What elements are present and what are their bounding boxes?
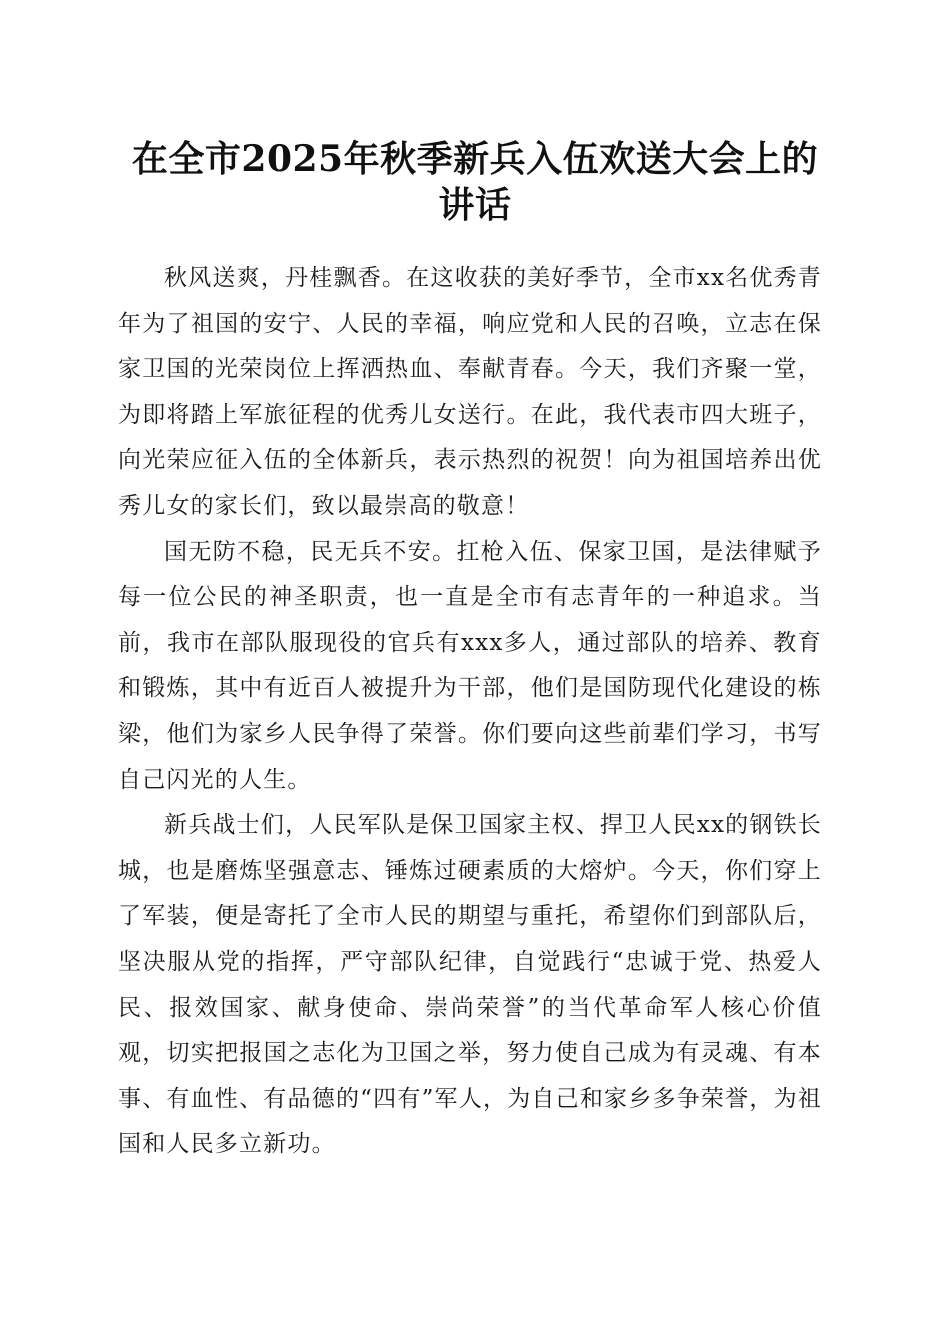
paragraph-1: 秋风送爽，丹桂飘香。在这收获的美好季节，全市xx名优秀青年为了祖国的安宁、人民的幸福，响应党和人民的召唤，立志在保家卫国的光荣岗位上挥洒热血、奉献青春。今天，我们齐聚一堂，为即将踏上军旅征程的优秀儿女送行。在此，我代表市四大班子，向光荣应征入伍的全体新兵，表示热烈的祝贺！向为祖国培养出优秀儿女的家长们，致以最崇高的敬意！ (118, 265, 822, 519)
document-title: 在全市2025年秋季新兵入伍欢送大会上的讲话 (131, 138, 819, 226)
paragraph-3: 新兵战士们，人民军队是保卫国家主权、捍卫人民xx的钢铁长城，也是磨炼坚强意志、锤炼过硬素质的大熔炉。今天，你们穿上了军装，便是寄托了全市人民的期望与重托，希望你们到部队后，坚决服从党的指挥，严守部队纪律，自觉践行“忠诚于党、热爱人民、报效国家、献身使命、崇尚荣誉”的当代革命军人核心价值观，切实把报国之志化为卫国之举，努力使自己成为有灵魂、有本事、有血性、有品德的“四有”军人，为自己和家乡多争荣誉，为祖国和人民多立新功。 (118, 812, 822, 1158)
document-body (118, 256, 822, 1168)
paragraph-2: 国无防不稳，民无兵不安。扛枪入伍、保家卫国，是法律赋予每一位公民的神圣职责，也一直是全市有志青年的一种追求。当前，我市在部队服现役的官兵有xxx多人，通过部队的培养、教育和锻炼，其中有近百人被提升为干部，他们是国防现代化建设的栋梁，他们为家乡人民争得了荣誉。你们要向这些前辈们学习，书写自己闪光的人生。 (118, 538, 822, 793)
